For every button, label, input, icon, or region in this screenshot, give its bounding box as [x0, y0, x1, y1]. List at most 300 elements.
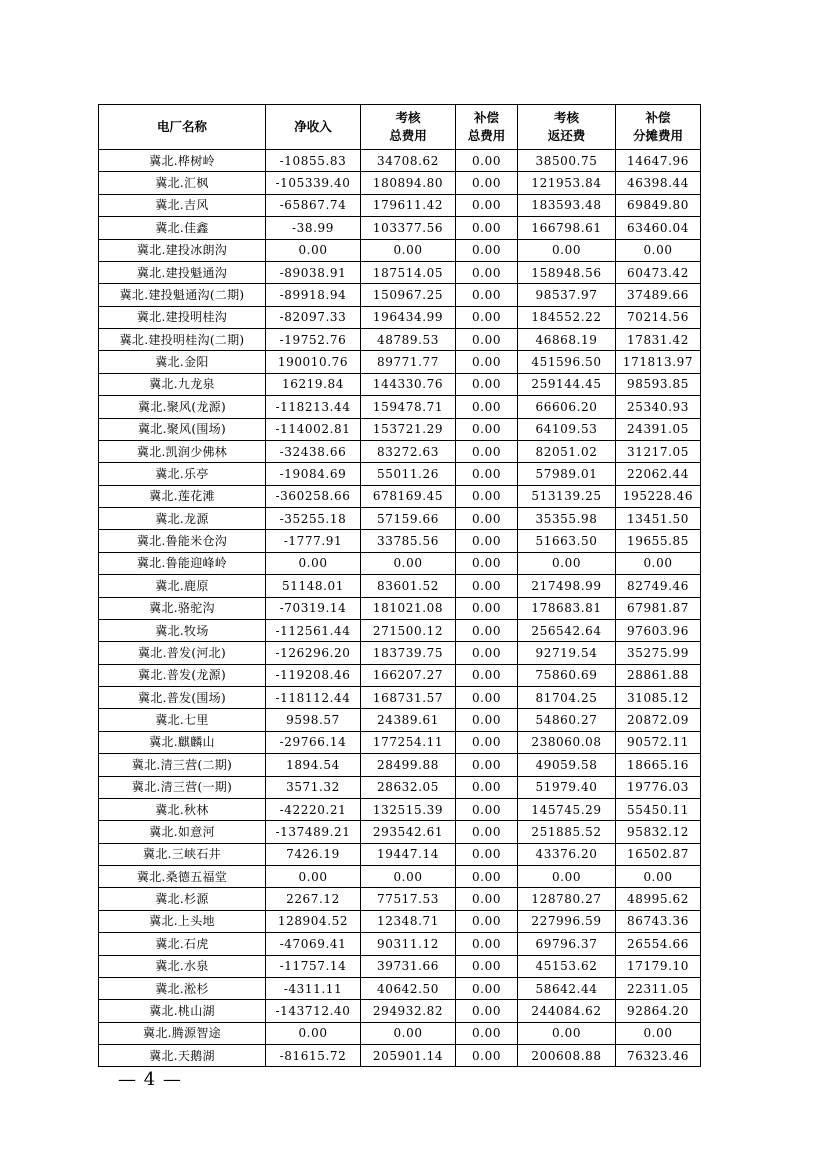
table-row [99, 731, 701, 753]
value-cell: 0.00 [456, 619, 518, 641]
value-cell: -112561.44 [266, 619, 361, 641]
table-row [99, 373, 701, 395]
value-cell: 0.00 [518, 552, 616, 574]
value-cell: 19447.14 [361, 843, 456, 865]
value-cell: 26554.66 [616, 933, 701, 955]
value-cell: 92864.20 [616, 1000, 701, 1022]
table-row [99, 217, 701, 239]
value-cell: 46868.19 [518, 329, 616, 351]
value-cell: 0.00 [456, 933, 518, 955]
value-cell: -47069.41 [266, 933, 361, 955]
plant-name-cell: 冀北.桦树岭 [99, 150, 266, 172]
value-cell: 69796.37 [518, 933, 616, 955]
table-row [99, 776, 701, 798]
value-cell: 166798.61 [518, 217, 616, 239]
value-cell: 69849.80 [616, 194, 701, 216]
value-cell: 0.00 [266, 866, 361, 888]
value-cell: 3571.32 [266, 776, 361, 798]
table-row [99, 687, 701, 709]
value-cell: 43376.20 [518, 843, 616, 865]
value-cell: 0.00 [456, 888, 518, 910]
value-cell: 18665.16 [616, 754, 701, 776]
value-cell: 46398.44 [616, 172, 701, 194]
value-cell: 153721.29 [361, 418, 456, 440]
table-row [99, 1045, 701, 1067]
value-cell: 0.00 [456, 776, 518, 798]
value-cell: 39731.66 [361, 955, 456, 977]
value-cell: 55450.11 [616, 798, 701, 820]
plant-name-cell: 冀北.桃山湖 [99, 1000, 266, 1022]
value-cell: 238060.08 [518, 731, 616, 753]
value-cell: 178683.81 [518, 597, 616, 619]
value-cell: 28499.88 [361, 754, 456, 776]
plant-name-cell: 冀北.普发(龙源) [99, 664, 266, 686]
value-cell: 0.00 [456, 284, 518, 306]
plant-name-cell: 冀北.清三营(一期) [99, 776, 266, 798]
value-cell: 0.00 [456, 955, 518, 977]
value-cell: 60473.42 [616, 261, 701, 283]
value-cell: -19084.69 [266, 463, 361, 485]
value-cell: 24389.61 [361, 709, 456, 731]
column-header-line: 总费用 [389, 128, 427, 143]
column-header-line: 电厂名称 [156, 119, 207, 134]
value-cell: 184552.22 [518, 306, 616, 328]
value-cell: -82097.33 [266, 306, 361, 328]
value-cell: 0.00 [456, 552, 518, 574]
value-cell: 92719.54 [518, 642, 616, 664]
value-cell: 0.00 [456, 1000, 518, 1022]
value-cell: 48789.53 [361, 329, 456, 351]
value-cell: 19776.03 [616, 776, 701, 798]
value-cell: 83601.52 [361, 575, 456, 597]
value-cell: 0.00 [361, 866, 456, 888]
value-cell: 0.00 [456, 150, 518, 172]
value-cell: 0.00 [456, 373, 518, 395]
value-cell: 89771.77 [361, 351, 456, 373]
table-row [99, 1000, 701, 1022]
value-cell: 190010.76 [266, 351, 361, 373]
value-cell: 0.00 [266, 1022, 361, 1044]
value-cell: 0.00 [616, 1022, 701, 1044]
column-header-line: 考核 [553, 110, 579, 125]
column-header [518, 105, 616, 150]
value-cell: 217498.99 [518, 575, 616, 597]
value-cell: -105339.40 [266, 172, 361, 194]
value-cell: 0.00 [456, 821, 518, 843]
plant-name-cell: 冀北.建投冰朗沟 [99, 239, 266, 261]
value-cell: -38.99 [266, 217, 361, 239]
plant-name-cell: 冀北.龙源 [99, 508, 266, 530]
value-cell: 98593.85 [616, 373, 701, 395]
value-cell: 0.00 [518, 1022, 616, 1044]
value-cell: 16502.87 [616, 843, 701, 865]
value-cell: 76323.46 [616, 1045, 701, 1067]
value-cell: 82051.02 [518, 440, 616, 462]
value-cell: 64109.53 [518, 418, 616, 440]
table-row [99, 754, 701, 776]
table-row [99, 597, 701, 619]
header-row [99, 105, 701, 150]
table-row [99, 664, 701, 686]
value-cell: 678169.45 [361, 485, 456, 507]
value-cell: -118112.44 [266, 687, 361, 709]
value-cell: -81615.72 [266, 1045, 361, 1067]
value-cell: 0.00 [456, 798, 518, 820]
value-cell: 0.00 [456, 463, 518, 485]
table-row [99, 150, 701, 172]
value-cell: 45153.62 [518, 955, 616, 977]
plant-name-cell: 冀北.建投魁通沟(二期) [99, 284, 266, 306]
value-cell: 293542.61 [361, 821, 456, 843]
value-cell: 66606.20 [518, 396, 616, 418]
plant-name-cell: 冀北.建投魁通沟 [99, 261, 266, 283]
table-row [99, 440, 701, 462]
value-cell: 0.00 [456, 664, 518, 686]
column-header-line: 分摊费用 [632, 128, 683, 143]
plant-name-cell: 冀北.乐亭 [99, 463, 266, 485]
column-header-line: 考核 [395, 110, 421, 125]
value-cell: 0.00 [518, 239, 616, 261]
value-cell: 86743.36 [616, 910, 701, 932]
value-cell: 90311.12 [361, 933, 456, 955]
value-cell: 168731.57 [361, 687, 456, 709]
value-cell: 200608.88 [518, 1045, 616, 1067]
value-cell: 0.00 [456, 217, 518, 239]
value-cell: 28861.88 [616, 664, 701, 686]
value-cell: 0.00 [456, 642, 518, 664]
value-cell: -114002.81 [266, 418, 361, 440]
value-cell: 57159.66 [361, 508, 456, 530]
value-cell: 256542.64 [518, 619, 616, 641]
value-cell: 90572.11 [616, 731, 701, 753]
value-cell: 128904.52 [266, 910, 361, 932]
value-cell: 0.00 [456, 239, 518, 261]
table-row [99, 172, 701, 194]
value-cell: 1894.54 [266, 754, 361, 776]
value-cell: 244084.62 [518, 1000, 616, 1022]
plant-name-cell: 冀北.淞杉 [99, 977, 266, 999]
value-cell: 177254.11 [361, 731, 456, 753]
value-cell: 181021.08 [361, 597, 456, 619]
value-cell: 35355.98 [518, 508, 616, 530]
column-header-line: 返还费 [547, 128, 586, 143]
value-cell: 171813.97 [616, 351, 701, 373]
table-row [99, 418, 701, 440]
table-row [99, 843, 701, 865]
plant-name-cell: 冀北.骆驼沟 [99, 597, 266, 619]
table-row [99, 396, 701, 418]
plant-name-cell: 冀北.鹿原 [99, 575, 266, 597]
value-cell: 180894.80 [361, 172, 456, 194]
value-cell: 179611.42 [361, 194, 456, 216]
value-cell: -126296.20 [266, 642, 361, 664]
value-cell: 70214.56 [616, 306, 701, 328]
value-cell: 17179.10 [616, 955, 701, 977]
table-row [99, 955, 701, 977]
value-cell: -11757.14 [266, 955, 361, 977]
value-cell: 0.00 [456, 329, 518, 351]
value-cell: 20872.09 [616, 709, 701, 731]
value-cell: 63460.04 [616, 217, 701, 239]
value-cell: 128780.27 [518, 888, 616, 910]
value-cell: 55011.26 [361, 463, 456, 485]
value-cell: 0.00 [616, 552, 701, 574]
value-cell: -89918.94 [266, 284, 361, 306]
value-cell: 205901.14 [361, 1045, 456, 1067]
value-cell: 0.00 [456, 709, 518, 731]
plant-name-cell: 冀北.如意河 [99, 821, 266, 843]
value-cell: 0.00 [456, 194, 518, 216]
plant-name-cell: 冀北.九龙泉 [99, 373, 266, 395]
value-cell: 187514.05 [361, 261, 456, 283]
value-cell: 7426.19 [266, 843, 361, 865]
value-cell: 77517.53 [361, 888, 456, 910]
plant-name-cell: 冀北.牧场 [99, 619, 266, 641]
table-row [99, 351, 701, 373]
value-cell: -1777.91 [266, 530, 361, 552]
value-cell: 17831.42 [616, 329, 701, 351]
value-cell: 51663.50 [518, 530, 616, 552]
value-cell: 34708.62 [361, 150, 456, 172]
plant-name-cell: 冀北.吉风 [99, 194, 266, 216]
value-cell: 95832.12 [616, 821, 701, 843]
value-cell: -32438.66 [266, 440, 361, 462]
value-cell: 0.00 [456, 306, 518, 328]
value-cell: 98537.97 [518, 284, 616, 306]
value-cell: 82749.46 [616, 575, 701, 597]
plant-name-cell: 冀北.杉源 [99, 888, 266, 910]
value-cell: 81704.25 [518, 687, 616, 709]
table-header [99, 105, 701, 150]
table-row [99, 194, 701, 216]
plant-name-cell: 冀北.鲁能迎峰岭 [99, 552, 266, 574]
value-cell: 33785.56 [361, 530, 456, 552]
value-cell: 121953.84 [518, 172, 616, 194]
value-cell: 0.00 [456, 485, 518, 507]
value-cell: -10855.83 [266, 150, 361, 172]
table-row [99, 239, 701, 261]
value-cell: 0.00 [361, 239, 456, 261]
table-row [99, 709, 701, 731]
table-row [99, 575, 701, 597]
value-cell: 2267.12 [266, 888, 361, 910]
value-cell: 0.00 [456, 575, 518, 597]
value-cell: 0.00 [456, 351, 518, 373]
value-cell: 0.00 [456, 754, 518, 776]
table-row [99, 888, 701, 910]
value-cell: -42220.21 [266, 798, 361, 820]
plant-name-cell: 冀北.麒麟山 [99, 731, 266, 753]
value-cell: 271500.12 [361, 619, 456, 641]
value-cell: -19752.76 [266, 329, 361, 351]
column-header-line: 补偿 [645, 110, 671, 125]
value-cell: 103377.56 [361, 217, 456, 239]
value-cell: 75860.69 [518, 664, 616, 686]
value-cell: 83272.63 [361, 440, 456, 462]
value-cell: 0.00 [456, 731, 518, 753]
value-cell: 0.00 [456, 597, 518, 619]
table-row [99, 284, 701, 306]
value-cell: 0.00 [456, 687, 518, 709]
value-cell: 12348.71 [361, 910, 456, 932]
value-cell: 0.00 [518, 866, 616, 888]
value-cell: 132515.39 [361, 798, 456, 820]
value-cell: 58642.44 [518, 977, 616, 999]
value-cell: 251885.52 [518, 821, 616, 843]
value-cell: 0.00 [266, 239, 361, 261]
table-row [99, 463, 701, 485]
value-cell: 159478.71 [361, 396, 456, 418]
value-cell: -35255.18 [266, 508, 361, 530]
value-cell: -29766.14 [266, 731, 361, 753]
table-row [99, 508, 701, 530]
value-cell: 227996.59 [518, 910, 616, 932]
value-cell: 13451.50 [616, 508, 701, 530]
plant-name-cell: 冀北.聚风(围场) [99, 418, 266, 440]
plant-name-cell: 冀北.佳鑫 [99, 217, 266, 239]
value-cell: -70319.14 [266, 597, 361, 619]
value-cell: 35275.99 [616, 642, 701, 664]
value-cell: 25340.93 [616, 396, 701, 418]
value-cell: 0.00 [361, 552, 456, 574]
plant-name-cell: 冀北.莲花滩 [99, 485, 266, 507]
plant-name-cell: 冀北.三峡石井 [99, 843, 266, 865]
value-cell: 0.00 [266, 552, 361, 574]
value-cell: 67981.87 [616, 597, 701, 619]
column-header-line: 总费用 [467, 128, 506, 143]
table-row [99, 933, 701, 955]
value-cell: 24391.05 [616, 418, 701, 440]
column-header-line: 补偿 [473, 110, 499, 125]
value-cell: 97603.96 [616, 619, 701, 641]
plant-name-cell: 冀北.石虎 [99, 933, 266, 955]
table-row [99, 910, 701, 932]
value-cell: 0.00 [456, 530, 518, 552]
plant-name-cell: 冀北.鲁能米仓沟 [99, 530, 266, 552]
plant-name-cell: 冀北.聚风(龙源) [99, 396, 266, 418]
value-cell: 31217.05 [616, 440, 701, 462]
value-cell: 0.00 [456, 440, 518, 462]
value-cell: 166207.27 [361, 664, 456, 686]
value-cell: 0.00 [456, 396, 518, 418]
plant-name-cell: 冀北.水泉 [99, 955, 266, 977]
value-cell: 31085.12 [616, 687, 701, 709]
value-cell: 0.00 [616, 866, 701, 888]
table-row [99, 642, 701, 664]
value-cell: -360258.66 [266, 485, 361, 507]
table-row [99, 866, 701, 888]
value-cell: 38500.75 [518, 150, 616, 172]
plant-name-cell: 冀北.桑德五福堂 [99, 866, 266, 888]
value-cell: -137489.21 [266, 821, 361, 843]
table-row [99, 1022, 701, 1044]
plant-name-cell: 冀北.凯润少佛林 [99, 440, 266, 462]
table-row [99, 619, 701, 641]
value-cell: -143712.40 [266, 1000, 361, 1022]
table-row [99, 977, 701, 999]
value-cell: 183593.48 [518, 194, 616, 216]
plant-name-cell: 冀北.金阳 [99, 351, 266, 373]
table-body [99, 150, 701, 1067]
value-cell: 16219.84 [266, 373, 361, 395]
column-header [456, 105, 518, 150]
column-header [361, 105, 456, 150]
table-row [99, 552, 701, 574]
value-cell: 294932.82 [361, 1000, 456, 1022]
table-row [99, 261, 701, 283]
settlement-table [98, 104, 701, 1067]
plant-name-cell: 冀北.清三营(二期) [99, 754, 266, 776]
value-cell: 0.00 [616, 239, 701, 261]
value-cell: 145745.29 [518, 798, 616, 820]
value-cell: 513139.25 [518, 485, 616, 507]
value-cell: 0.00 [456, 843, 518, 865]
table-row [99, 329, 701, 351]
table-row [99, 306, 701, 328]
value-cell: -4311.11 [266, 977, 361, 999]
value-cell: 0.00 [456, 910, 518, 932]
table-row [99, 798, 701, 820]
value-cell: 51148.01 [266, 575, 361, 597]
value-cell: 158948.56 [518, 261, 616, 283]
value-cell: 48995.62 [616, 888, 701, 910]
value-cell: 28632.05 [361, 776, 456, 798]
value-cell: -65867.74 [266, 194, 361, 216]
value-cell: 14647.96 [616, 150, 701, 172]
value-cell: 0.00 [456, 261, 518, 283]
value-cell: -118213.44 [266, 396, 361, 418]
value-cell: 49059.58 [518, 754, 616, 776]
value-cell: 451596.50 [518, 351, 616, 373]
value-cell: 22311.05 [616, 977, 701, 999]
plant-name-cell: 冀北.建投明桂沟 [99, 306, 266, 328]
value-cell: 51979.40 [518, 776, 616, 798]
value-cell: 37489.66 [616, 284, 701, 306]
value-cell: 22062.44 [616, 463, 701, 485]
value-cell: -89038.91 [266, 261, 361, 283]
column-header [266, 105, 361, 150]
plant-name-cell: 冀北.天鹅湖 [99, 1045, 266, 1067]
settlement-table-container [98, 104, 700, 1067]
value-cell: 19655.85 [616, 530, 701, 552]
column-header [616, 105, 701, 150]
value-cell: 0.00 [456, 418, 518, 440]
value-cell: 0.00 [456, 1045, 518, 1067]
value-cell: 144330.76 [361, 373, 456, 395]
value-cell: 0.00 [456, 866, 518, 888]
value-cell: 40642.50 [361, 977, 456, 999]
table-row [99, 530, 701, 552]
column-header [99, 105, 266, 150]
column-header-line: 净收入 [294, 119, 332, 134]
table-row [99, 485, 701, 507]
plant-name-cell: 冀北.汇枫 [99, 172, 266, 194]
plant-name-cell: 冀北.普发(围场) [99, 687, 266, 709]
page-number: — 4 — [118, 1069, 182, 1090]
table-row [99, 821, 701, 843]
value-cell: 183739.75 [361, 642, 456, 664]
value-cell: 0.00 [361, 1022, 456, 1044]
plant-name-cell: 冀北.腾源智途 [99, 1022, 266, 1044]
value-cell: 195228.46 [616, 485, 701, 507]
plant-name-cell: 冀北.上头地 [99, 910, 266, 932]
value-cell: 0.00 [456, 508, 518, 530]
value-cell: 57989.01 [518, 463, 616, 485]
value-cell: 0.00 [456, 1022, 518, 1044]
value-cell: 0.00 [456, 977, 518, 999]
plant-name-cell: 冀北.秋林 [99, 798, 266, 820]
plant-name-cell: 冀北.七里 [99, 709, 266, 731]
